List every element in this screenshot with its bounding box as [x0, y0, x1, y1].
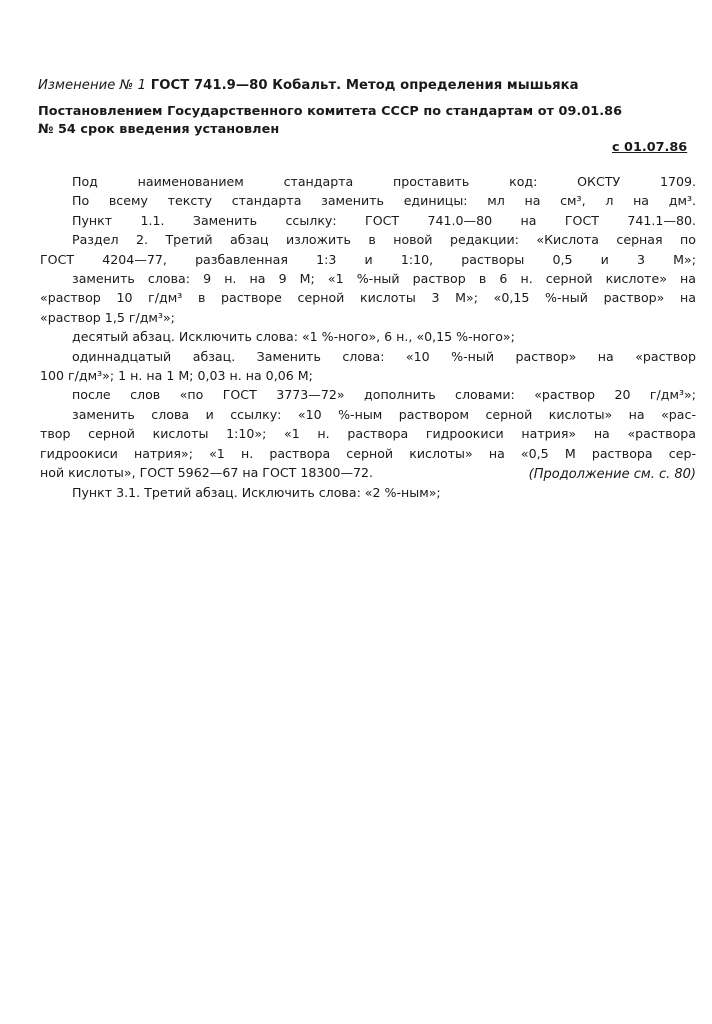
- amendment-label: Изменение № 1: [38, 78, 147, 93]
- text-line: По всему тексту стандарта заменить единицы: мл на см³, л на дм³.: [72, 193, 696, 209]
- text-line: заменить слова и ссылку: «10 %-ным раствором серной кислоты» на «рас-: [72, 406, 696, 422]
- text-line: гидроокиси натрия»; «1 н. раствора серной кислоты» на «0,5 М раствора сер-: [40, 445, 696, 461]
- text-line: твор серной кислоты 1:10»; «1 н. раствора гидроокиси натрия» на «раствора: [40, 426, 696, 442]
- decree-line-2: № 54 срок введения установлен: [38, 122, 280, 137]
- text-line: 100 г/дм³»; 1 н. на 1 М; 0,03 н. на 0,06 М;: [40, 368, 313, 384]
- continuation-note: (Продолжение см. с. 80): [528, 467, 696, 482]
- text-line: ГОСТ 4204—77, разбавленная 1:3 и 1:10, растворы 0,5 и 3 М»;: [40, 251, 696, 267]
- text-line: Раздел 2. Третий абзац изложить в новой редакции: «Кислота серная по: [72, 232, 696, 248]
- effective-date: с 01.07.86: [612, 140, 688, 155]
- amendment-text: [40, 172, 696, 502]
- text-line: после слов «по ГОСТ 3773—72» дополнить словами: «раствор 20 г/дм³»;: [72, 387, 696, 403]
- text-line: Под наименованием стандарта проставить код: ОКСТУ 1709.: [72, 174, 696, 189]
- text-line: «раствор 10 г/дм³ в растворе серной кислоты 3 М»; «0,15 %-ный раствор» на: [40, 290, 696, 306]
- text-line: Пункт 1.1. Заменить ссылку: ГОСТ 741.0—80 на ГОСТ 741.1—80.: [72, 212, 696, 228]
- document-title: [38, 78, 698, 93]
- text-line: заменить слова: 9 н. на 9 М; «1 %-ный раствор в 6 н. серной кислоте» на: [72, 271, 696, 287]
- text-line: Пункт 3.1. Третий абзац. Исключить слова: «2 %-ным»;: [72, 484, 441, 500]
- text-line: десятый абзац. Исключить слова: «1 %-ного», 6 н., «0,15 %-ного»;: [72, 329, 515, 345]
- text-line: одиннадцатый абзац. Заменить слова: «10 %-ный раствор» на «раствор: [72, 348, 696, 364]
- text-line: ной кислоты», ГОСТ 5962—67 на ГОСТ 18300—72.: [40, 465, 374, 481]
- decree-line-1: Постановлением Государственного комитета СССР по стандартам от 09.01.86: [38, 104, 623, 119]
- text-line: «раствор 1,5 г/дм³»;: [40, 309, 175, 325]
- standard-title: ГОСТ 741.9—80 Кобальт. Метод определения мышьяка: [150, 78, 579, 93]
